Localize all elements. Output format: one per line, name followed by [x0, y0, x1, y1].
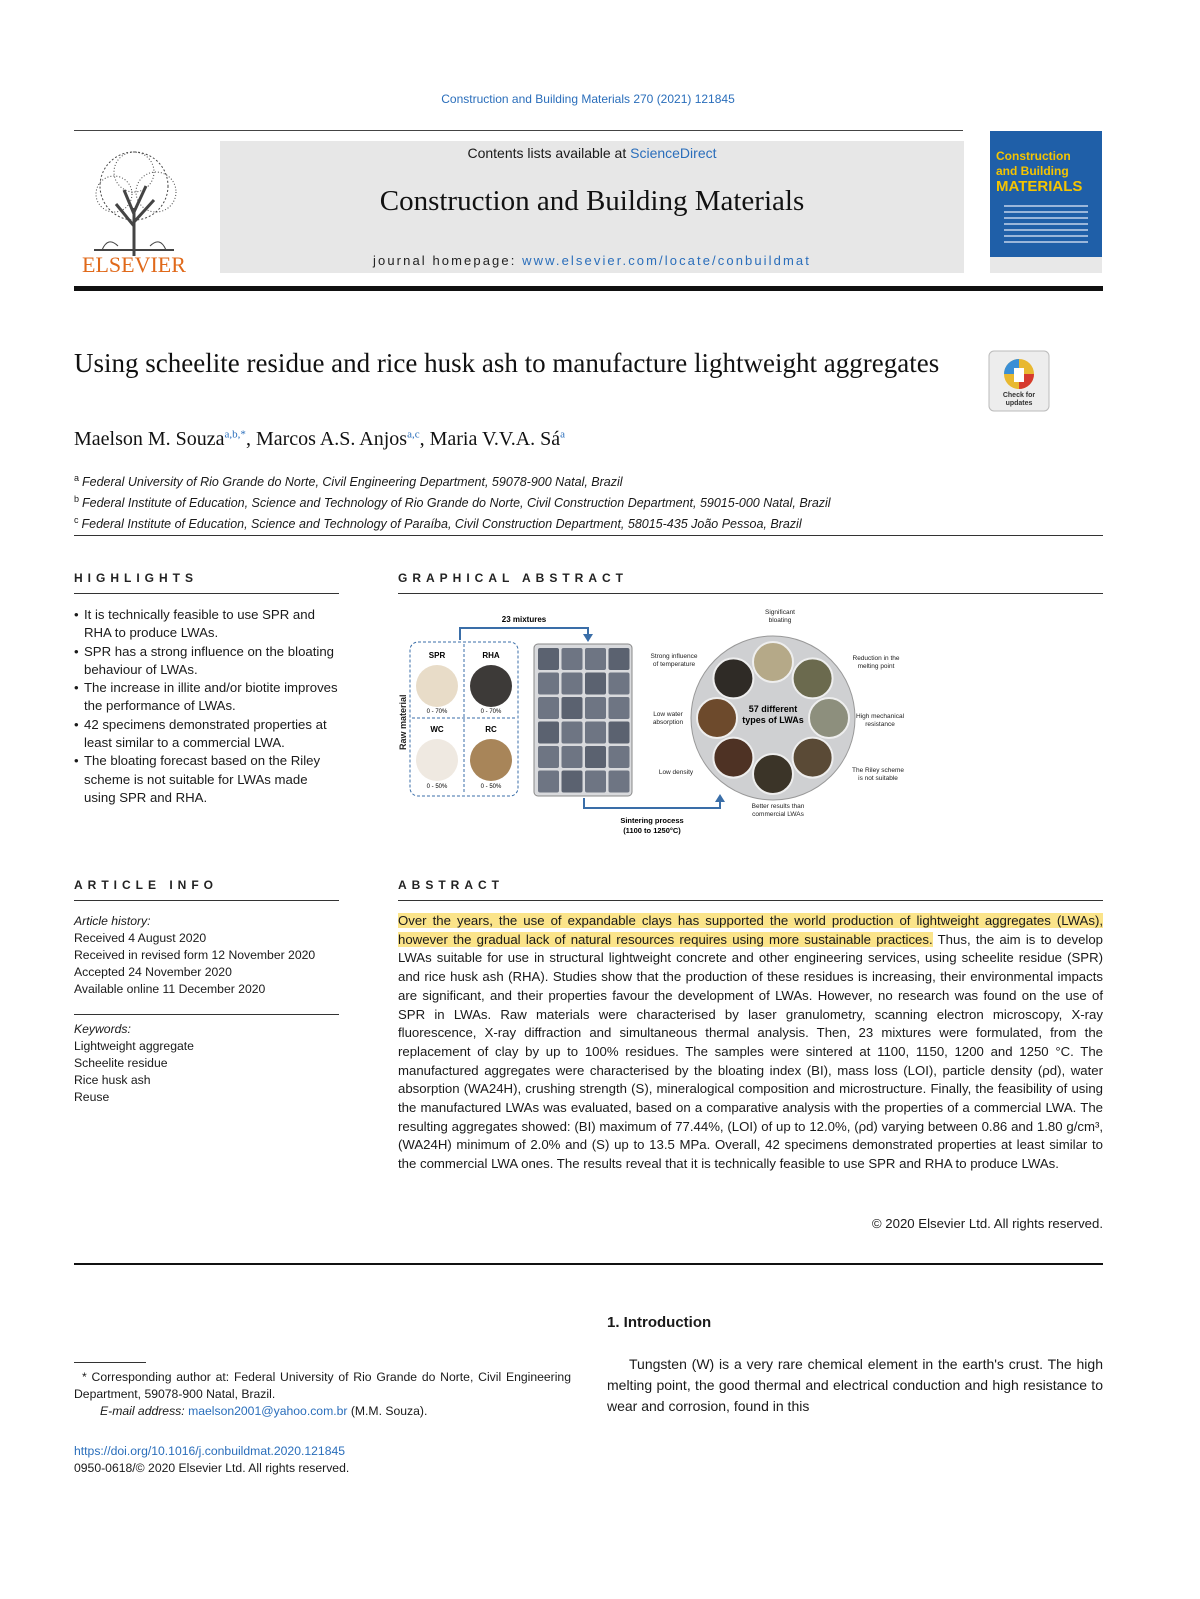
affiliation-b [74, 491, 1074, 512]
lwa-sample-dish [809, 698, 849, 738]
email-link[interactable]: maelson2001@yahoo.com.br [188, 1404, 348, 1418]
keyword-item: Rice husk ash [74, 1073, 151, 1087]
abstract-text [398, 912, 1103, 1174]
sample-name: RC [485, 725, 497, 734]
tray-cell [562, 673, 583, 695]
cover-title-line-1: Construction [996, 149, 1071, 163]
email-suffix: (M.M. Souza). [347, 1404, 428, 1418]
results-label: types of LWAs [742, 715, 804, 725]
sample-range: 0 - 50% [480, 784, 502, 790]
author-separator: , [419, 428, 430, 450]
annotation: is not suitable [858, 775, 898, 782]
doi-link[interactable]: https://doi.org/10.1016/j.conbuildmat.2020.121845 [74, 1444, 346, 1458]
tray-cell [538, 673, 559, 695]
sample-range: 0 - 70% [480, 709, 502, 715]
lwa-sample-dish [713, 738, 753, 778]
lwa-sample-dish [753, 754, 793, 794]
tray-cell [538, 697, 559, 719]
keywords-label: Keywords: [74, 1022, 131, 1036]
tray-cell [585, 697, 606, 719]
sample-name: WC [430, 725, 444, 734]
sample-name: RHA [482, 651, 500, 660]
annotation: Low water [653, 711, 683, 718]
annotation: High mechanical [855, 713, 905, 720]
highlights-heading: HIGHLIGHTS [74, 571, 198, 585]
abstract-highlighted-text[interactable]: Over the years, the use of expandable clays has supported the world production of lightweight aggregates (LWAs), however the gradual lack of natural resources requires using more sustainable practices. [398, 913, 1103, 947]
affiliation-text: Federal University of Rio Grande do Norte, Civil Engineering Department, 59078-900 Natal, Brazil [82, 475, 623, 490]
author-1-marks[interactable]: a,b,* [224, 428, 246, 441]
graphical-abstract-heading: GRAPHICAL ABSTRACT [398, 571, 628, 585]
tray-cell [609, 697, 630, 719]
abstract-body: Thus, the aim is to develop LWAs suitable for use in structural lightweight concrete and other engineering services, using scheelite residue (SPR) and rice husk ash (RHA). Studies show that the production of these residues is increasing, their environmental impacts are significant, and their properties favour the development of LWAs. However, no research was found on the use of SPR in LWAs. Raw materials were characterised by laser granulometry, scanning electron microscopy, X-ray fluorescence, X-ray diffraction and simultaneous thermal analysis. Then, 23 mixtures were formulated, from the replacement of clay by up to 100% residues. The samples were sintered at 1100, 1150, 1200 and 1250 °C. The manufactured aggregates were characterised by the bloating index (BI), mass loss (LOI), particle density (ρd), water absorption (WA24H), crushing strength (S), mineralogical composition and microstructure. Finally, the feasibility of using the manufactured LWAs was evaluated, based on a comparative analysis with the properties of a commercial LWA. The resulting aggregates showed: (BI) maximum of 77.44%, (LOI) of up to 12.0%, (ρd) varying between 0.86 and 1.80 g/cm³, (WA24H) minimum of 2.0% and (S) up to 13.5 MPa. Overall, 42 specimens demonstrated properties at least similar to the commercial LWA ones. The results reveal that it is technically feasible to use SPR and RHA to produce LWAs. [398, 931, 1104, 1172]
author-2-marks[interactable]: a,c [407, 428, 420, 441]
tray-cell [562, 771, 583, 793]
sample-rc [470, 725, 512, 790]
affiliation-c [74, 512, 1074, 533]
sample-range: 0 - 70% [426, 709, 448, 715]
doi-block [74, 1443, 349, 1477]
annotation: The Riley scheme [851, 767, 905, 774]
sample-powder [416, 665, 458, 707]
top-rule [74, 130, 963, 131]
article-history-label: Article history: [74, 914, 151, 928]
cover-text-lines [1004, 205, 1088, 245]
annotation: resistance [865, 721, 895, 728]
article-history [74, 913, 339, 998]
introduction-text: Tungsten (W) is a very rare chemical element in the earth's crust. The high melting point, the good thermal and electrical conduction and high resistance to wear and corrosion, found in this [607, 1356, 1103, 1414]
tray-cell [538, 722, 559, 744]
article-info-heading: ARTICLE INFO [74, 878, 218, 892]
article-info-rule [74, 900, 339, 901]
front-matter-end-rule [74, 1263, 1103, 1265]
results-label: 57 different [748, 704, 798, 714]
keywords-rule [74, 1014, 339, 1015]
check-for-updates-badge[interactable] [988, 350, 1050, 412]
mixtures-label: 23 mixtures [501, 615, 547, 624]
email-line [74, 1403, 571, 1420]
journal-homepage [220, 253, 964, 268]
tray-cell [609, 746, 630, 768]
email-label: E-mail address: [100, 1404, 189, 1418]
tray-cell [609, 648, 630, 670]
affiliation-text: Federal Institute of Education, Science and Technology of Rio Grande do Norte, Civil Construction Department, 59015-000 Natal, Brazil [82, 496, 831, 511]
highlight-item: • 42 specimens demonstrated properties at least similar to a commercial LWA. [74, 716, 342, 753]
sintering-range: (1100 to 1250°C) [623, 826, 681, 835]
annotation: Significant [765, 609, 795, 616]
tray-cell [585, 771, 606, 793]
journal-cover-image[interactable] [990, 131, 1102, 273]
keywords [74, 1021, 339, 1106]
tray-cell [538, 746, 559, 768]
author-separator: , [245, 428, 256, 450]
highlight-item: • SPR has a strong influence on the bloating behaviour of LWAs. [74, 643, 342, 680]
arrow-head [715, 794, 725, 802]
author-list [74, 428, 974, 451]
graphical-abstract-figure[interactable] [398, 600, 908, 850]
affiliations-rule [74, 535, 1103, 536]
sample-powder [416, 739, 458, 781]
tray-cell [585, 648, 606, 670]
annotation: of temperature [652, 661, 696, 668]
sample-powder [470, 739, 512, 781]
elsevier-tree-logo [64, 138, 204, 278]
history-item: Received 4 August 2020 [74, 931, 207, 945]
tray-cell [609, 771, 630, 793]
sciencedirect-link[interactable]: ScienceDirect [630, 145, 717, 161]
author-2[interactable]: Marcos A.S. Anjos [255, 428, 408, 450]
sintering-label: Sintering process [620, 816, 684, 825]
mixtures-arrow [460, 628, 588, 640]
annotation: Reduction in the [852, 655, 900, 662]
annotation: melting point [857, 663, 895, 670]
lwa-sample-dish [793, 738, 833, 778]
abstract-copyright: © 2020 Elsevier Ltd. All rights reserved. [871, 1216, 1103, 1231]
author-3[interactable]: Maria V.V.A. Sá [429, 428, 561, 450]
contents-prefix: Contents lists available at [467, 145, 631, 161]
tray-cell [562, 697, 583, 719]
tray-cell [562, 746, 583, 768]
annotation: absorption [652, 719, 684, 726]
footnote [74, 1369, 571, 1420]
abstract-heading: ABSTRACT [398, 878, 504, 892]
annotation: Better results than [751, 803, 805, 810]
sample-spr [416, 651, 458, 715]
affiliation-mark: a [74, 473, 80, 483]
cover-title [996, 149, 1096, 194]
sample-powder [470, 665, 512, 707]
affiliations [74, 470, 1074, 533]
annotation: Low density [658, 769, 694, 776]
tray-cell [585, 673, 606, 695]
homepage-prefix: journal homepage: [373, 253, 523, 268]
annotation: Strong influence [650, 653, 698, 660]
tray-cell [538, 771, 559, 793]
keyword-item: Scheelite residue [74, 1056, 168, 1070]
tray-cell [538, 648, 559, 670]
corresponding-author-note: * Corresponding author at: Federal University of Rio Grande do Norte, Civil Engineering Department, 59078-900 Natal, Brazil. [74, 1370, 571, 1401]
masthead-bottom-rule [74, 286, 1103, 291]
sample-name: SPR [428, 651, 446, 660]
author-1[interactable]: Maelson M. Souza [74, 428, 225, 450]
highlight-item: • The increase in illite and/or biotite improves the performance of LWAs. [74, 679, 342, 716]
annotation: bloating [768, 617, 792, 624]
highlight-item: • It is technically feasible to use SPR and RHA to produce LWAs. [74, 606, 342, 643]
arrow-head [583, 634, 593, 642]
lwa-sample-dish [753, 642, 793, 682]
sample-rha [470, 651, 512, 715]
history-item: Accepted 24 November 2020 [74, 965, 232, 979]
homepage-link[interactable]: www.elsevier.com/locate/conbuildmat [522, 253, 811, 268]
tray-cell [562, 722, 583, 744]
cover-title-line-2: and Building [996, 164, 1069, 178]
keyword-item: Lightweight aggregate [74, 1039, 194, 1053]
contents-line [220, 145, 964, 161]
tray-cell [562, 648, 583, 670]
article-title: Using scheelite residue and rice husk ash to manufacture lightweight aggregates [74, 348, 940, 378]
highlight-item: • The bloating forecast based on the Riley scheme is not suitable for LWAs made using SPR and RHA. [74, 752, 342, 807]
history-item: Available online 11 December 2020 [74, 982, 266, 996]
lwa-sample-dish [697, 698, 737, 738]
affiliation-mark: c [74, 515, 79, 526]
sample-wc [416, 725, 458, 790]
graphical-abstract-rule [398, 593, 1103, 594]
lwa-sample-dish [793, 658, 833, 698]
author-3-marks[interactable]: a [560, 428, 566, 441]
sintering-arrow [584, 798, 720, 808]
affiliation-mark: b [74, 494, 80, 505]
affiliation-a [74, 470, 1074, 491]
lwa-sample-dish [713, 658, 753, 698]
highlights-list [74, 606, 342, 807]
running-head[interactable]: Construction and Building Materials 270 (2021) 121845 [441, 92, 735, 106]
highlights-rule [74, 593, 339, 594]
publisher-name: ELSEVIER [82, 252, 186, 277]
affiliation-text: Federal Institute of Education, Science and Technology of Paraíba, Civil Construction Department, 58015-435 João Pessoa, Brazil [81, 517, 802, 532]
sample-range: 0 - 50% [426, 784, 448, 790]
tray-cell [585, 746, 606, 768]
crossmark-label: Check for updates [1002, 392, 1036, 407]
cover-footer-bar [990, 257, 1102, 273]
introduction-heading: 1. Introduction [607, 1314, 712, 1331]
tray-cell [585, 722, 606, 744]
tray-cell [609, 673, 630, 695]
journal-name: Construction and Building Materials [379, 185, 805, 217]
abstract-rule [398, 900, 1103, 901]
issn-line: 0950-0618/© 2020 Elsevier Ltd. All rights reserved. [74, 1461, 350, 1475]
tray-cell [609, 722, 630, 744]
footnote-rule [74, 1362, 146, 1363]
annotation: commercial LWAs [752, 811, 804, 818]
history-item: Received in revised form 12 November 2020 [74, 948, 316, 962]
raw-material-label: Raw material [398, 694, 408, 750]
keyword-item: Reuse [74, 1090, 110, 1104]
cover-title-line-3: MATERIALS [996, 178, 1083, 195]
